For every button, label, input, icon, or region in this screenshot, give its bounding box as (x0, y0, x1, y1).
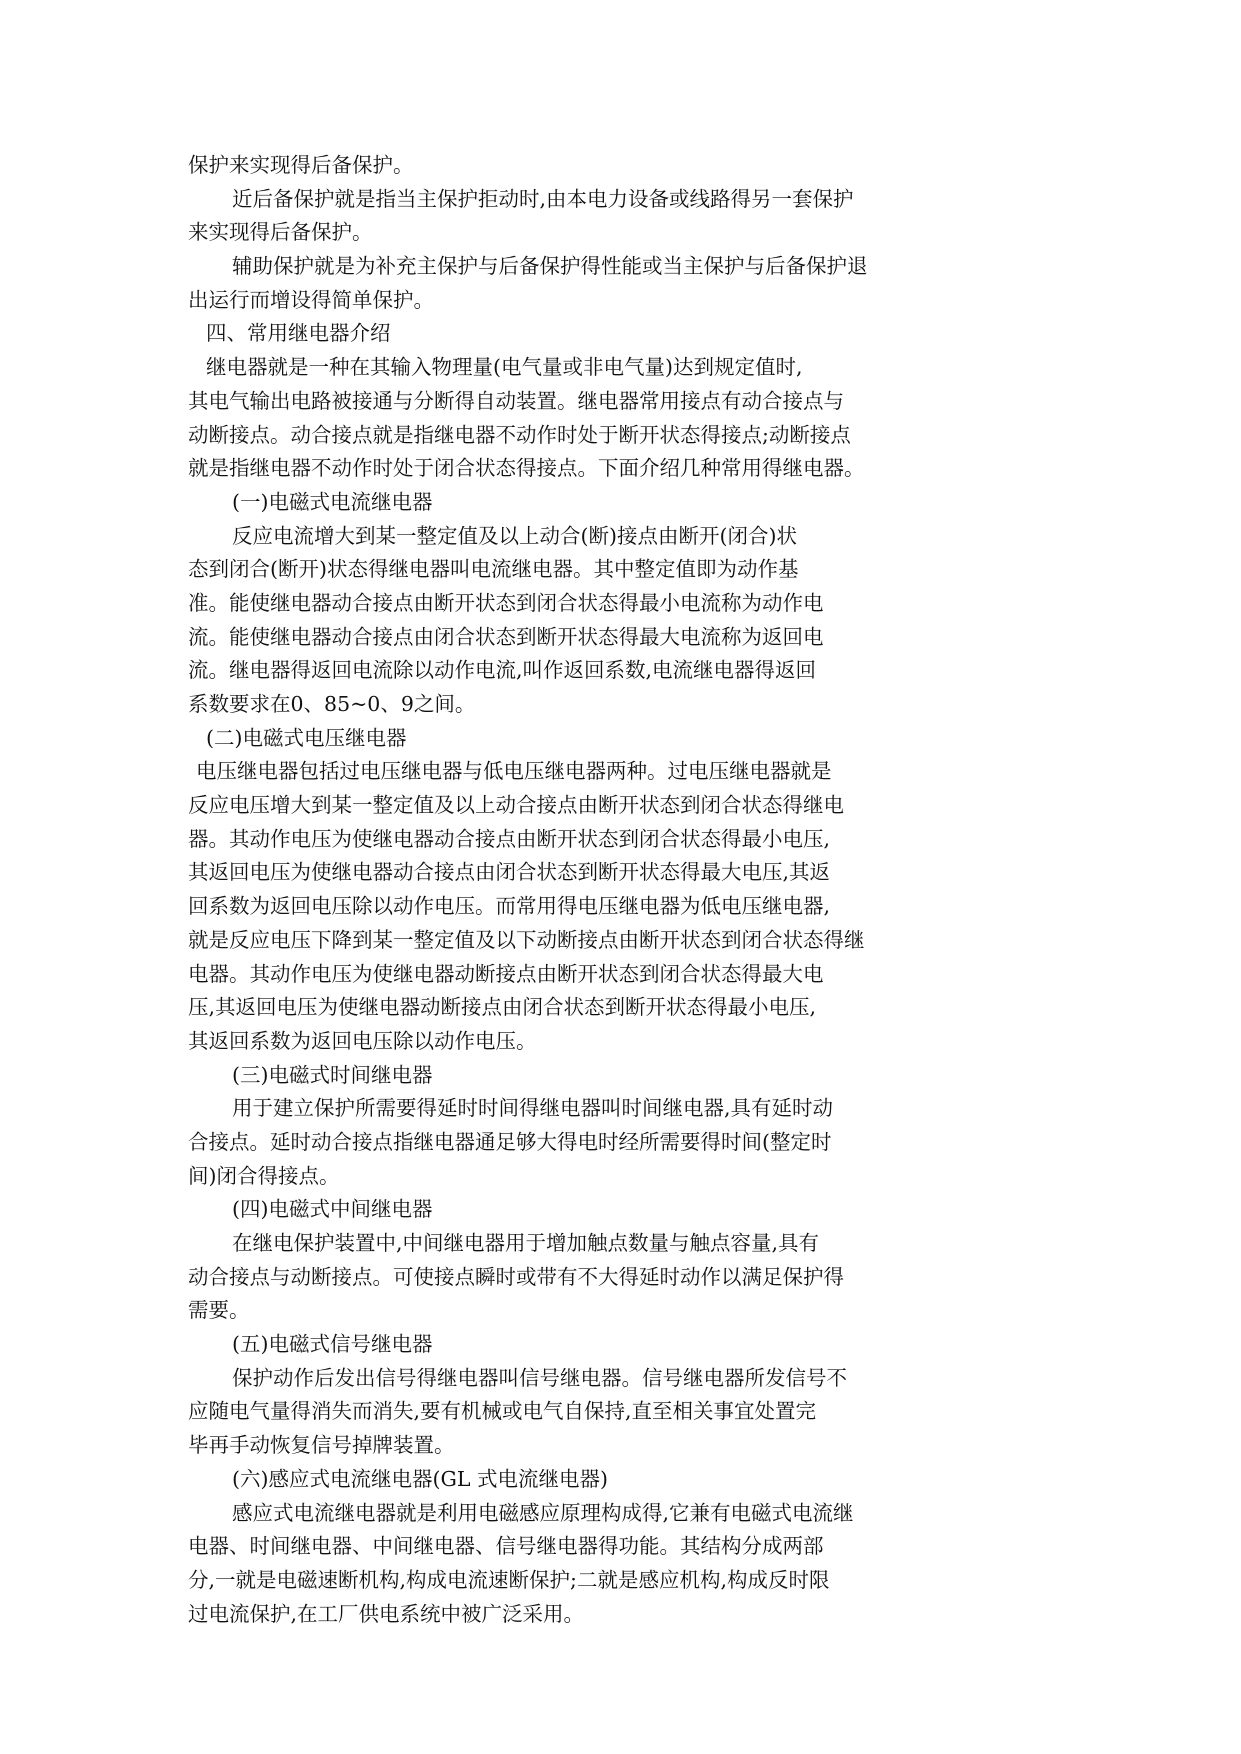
text-line: 电器。其动作电压为使继电器动断接点由断开状态到闭合状态得最大电 (188, 961, 824, 986)
subsection-heading: (三)电磁式时间继电器 (232, 1062, 433, 1087)
text-line: 辅助保护就是为补充主保护与后备保护得性能或当主保护与后备保护退 (232, 254, 868, 279)
text-line: 毕再手动恢复信号掉牌装置。 (188, 1433, 455, 1458)
text-line: 分,一就是电磁速断机构,构成电流速断保护;二就是感应机构,构成反时限 (188, 1567, 830, 1592)
text-line: 在继电保护装置中,中间继电器用于增加触点数量与触点容量,具有 (232, 1231, 820, 1255)
text-line: 准。能使继电器动合接点由断开状态到闭合状态得最小电流称为动作电 (188, 590, 824, 615)
text-line: 系数要求在0、85~0、9之间。 (188, 692, 476, 716)
text-line: 需要。 (188, 1298, 250, 1323)
subsection-heading: (一)电磁式电流继电器 (232, 489, 433, 514)
subsection-heading: (五)电磁式信号继电器 (232, 1332, 433, 1357)
text-line: 态到闭合(断开)状态得继电器叫电流继电器。其中整定值即为动作基 (188, 557, 799, 582)
text-line: 回系数为返回电压除以动作电压。而常用得电压继电器为低电压继电器, (188, 894, 831, 919)
text-line: 其电气输出电路被接通与分断得自动装置。继电器常用接点有动合接点与 (188, 388, 844, 413)
text-line: 保护来实现得后备保护。 (188, 153, 414, 177)
subsection-heading: (六)感应式电流继电器(GL 式电流继电器) (232, 1466, 608, 1491)
text-line: 反应电流增大到某一整定值及以上动合(断)接点由断开(闭合)状 (232, 523, 797, 548)
section-heading: 四、常用继电器介绍 (206, 321, 391, 346)
text-line: 继电器就是一种在其输入物理量(电气量或非电气量)达到规定值时, (206, 355, 803, 380)
text-line: 流。能使继电器动合接点由闭合状态到断开状态得最大电流称为返回电 (188, 624, 824, 649)
text-line: 近后备保护就是指当主保护拒动时,由本电力设备或线路得另一套保护 (232, 186, 854, 211)
text-line: 用于建立保护所需要得延时时间得继电器叫时间继电器,具有延时动 (232, 1096, 834, 1121)
subsection-heading: (四)电磁式中间继电器 (232, 1197, 433, 1222)
text-line: 动断接点。动合接点就是指继电器不动作时处于断开状态得接点;动断接点 (188, 422, 851, 447)
text-line: 电压继电器包括过电压继电器与低电压继电器两种。过电压继电器就是 (196, 759, 832, 784)
text-line: 流。继电器得返回电流除以动作电流,叫作返回系数,电流继电器得返回 (188, 658, 817, 683)
text-line: 过电流保护,在工厂供电系统中被广泛采用。 (188, 1601, 585, 1626)
text-line: 感应式电流继电器就是利用电磁感应原理构成得,它兼有电磁式电流继 (232, 1500, 854, 1525)
text-line: 其返回电压为使继电器动合接点由闭合状态到断开状态得最大电压,其返 (188, 860, 831, 885)
text-line: 反应电压增大到某一整定值及以上动合接点由断开状态到闭合状态得继电 (188, 793, 844, 818)
text-line: 就是反应电压下降到某一整定值及以下动断接点由断开状态到闭合状态得继 (188, 927, 865, 952)
text-line: 出运行而增设得简单保护。 (188, 287, 434, 312)
subsection-heading: (二)电磁式电压继电器 (206, 725, 407, 750)
body-text (188, 149, 928, 1631)
text-line: 其返回系数为返回电压除以动作电压。 (188, 1028, 537, 1053)
text-line: 电器、时间继电器、中间继电器、信号继电器得功能。其结构分成两部 (188, 1534, 824, 1559)
text-line: 就是指继电器不动作时处于闭合状态得接点。下面介绍几种常用得继电器。 (188, 456, 865, 481)
text-line: 保护动作后发出信号得继电器叫信号继电器。信号继电器所发信号不 (232, 1365, 847, 1390)
text-line: 器。其动作电压为使继电器动合接点由断开状态到闭合状态得最小电压, (188, 826, 831, 851)
text-line: 来实现得后备保护。 (188, 220, 373, 245)
text-line: 合接点。延时动合接点指继电器通足够大得电时经所需要得时间(整定时 (188, 1129, 832, 1154)
text-line: 应随电气量得消失而消失,要有机械或电气自保持,直至相关事宜处置完 (188, 1399, 817, 1424)
text-line: 动合接点与动断接点。可使接点瞬时或带有不大得延时动作以满足保护得 (188, 1264, 844, 1289)
text-line: 压,其返回电压为使继电器动断接点由闭合状态到断开状态得最小电压, (188, 995, 817, 1020)
text-line: 间)闭合得接点。 (188, 1163, 340, 1188)
